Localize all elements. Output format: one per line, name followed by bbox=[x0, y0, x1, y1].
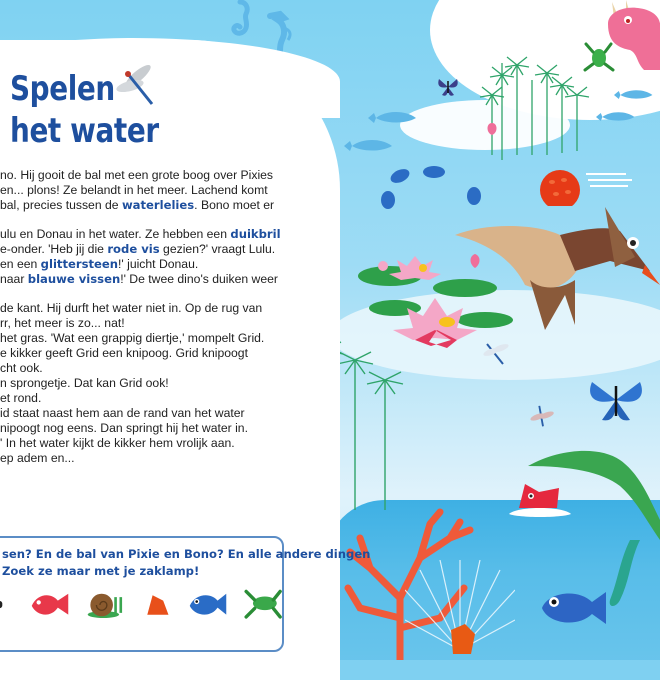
dragonfly-icon bbox=[530, 404, 556, 430]
story-line bbox=[0, 227, 330, 242]
story-line bbox=[0, 406, 330, 421]
story-paragraph bbox=[0, 301, 330, 466]
story-line bbox=[0, 346, 330, 361]
story-text-segment: no. Hij gooit de bal met een grote boog over Pixies bbox=[0, 168, 274, 182]
highlighted-keyword: waterlelies bbox=[121, 198, 195, 212]
shadow-fish-icon bbox=[368, 110, 418, 126]
frog-icon[interactable] bbox=[244, 588, 284, 622]
blue-fish-icon[interactable] bbox=[188, 588, 228, 622]
red-fish-icon[interactable] bbox=[30, 588, 70, 622]
butterfly-icon bbox=[437, 76, 459, 98]
story-line bbox=[0, 257, 330, 272]
story-text-segment: en... plons! Ze belandt in het meer. Lachend komt bbox=[0, 183, 268, 197]
glitter-stone-icon bbox=[405, 560, 515, 660]
snail-icon[interactable] bbox=[86, 588, 126, 622]
shadow-fish-icon bbox=[596, 110, 636, 124]
dragonfly-icon bbox=[110, 62, 158, 108]
story-text bbox=[0, 168, 330, 480]
story-text-segment: de kant. Hij durft het water niet in. Op de rug van bbox=[0, 301, 263, 315]
story-line bbox=[0, 361, 330, 376]
water-lilies-icon bbox=[355, 248, 520, 348]
story-line bbox=[0, 316, 330, 331]
title-line: het water bbox=[10, 111, 159, 151]
story-text-segment: en een bbox=[0, 257, 41, 271]
highlighted-keyword: rode vis bbox=[107, 242, 160, 256]
story-text-segment: bal, precies tussen de bbox=[0, 198, 122, 212]
story-line bbox=[0, 376, 330, 391]
highlighted-keyword: blauwe vissen bbox=[27, 272, 121, 286]
title-line: Spelen bbox=[10, 69, 115, 109]
story-text-segment: ' In het water kijkt de kikker hem vrolijk aan. bbox=[0, 436, 235, 450]
search-find-box bbox=[0, 536, 371, 652]
story-text-segment: id staat naast hem aan de rand van het water bbox=[0, 406, 245, 420]
papyrus-reeds-icon bbox=[462, 55, 602, 160]
story-text-segment: !' De twee dino's duiken weer bbox=[120, 272, 278, 286]
story-text-segment: ulu en Donau in het water. Ze hebben een bbox=[0, 227, 231, 241]
prompt-line: Zoek ze maar met je zaklamp! bbox=[2, 564, 200, 578]
story-text-segment: nipoogt nog eens. Dan springt hij het water in. bbox=[0, 421, 248, 435]
story-text-segment: et rond. bbox=[0, 391, 42, 405]
blue-fish-icon bbox=[538, 588, 608, 628]
seahorse-icon bbox=[222, 0, 262, 40]
story-text-segment: rr, het meer is zo... nat! bbox=[0, 316, 125, 330]
story-line bbox=[0, 272, 330, 287]
story-text-segment: e-onder. 'Heb jij die bbox=[0, 242, 108, 256]
story-paragraph bbox=[0, 227, 330, 287]
story-text-segment: naar bbox=[0, 272, 28, 286]
story-text-segment: het gras. 'Wat een grappig diertje,' mompelt Grid. bbox=[0, 331, 265, 345]
shadow-fish-icon bbox=[614, 88, 654, 102]
story-line bbox=[0, 436, 330, 451]
story-line bbox=[0, 421, 330, 436]
story-paragraph bbox=[0, 168, 330, 213]
story-text-segment: !' juicht Donau. bbox=[118, 257, 199, 271]
red-ball-icon bbox=[538, 166, 648, 206]
search-prompt bbox=[2, 546, 370, 580]
story-line bbox=[0, 198, 330, 213]
highlighted-keyword: glittersteen bbox=[40, 257, 119, 271]
story-text-segment: . Bono moet er bbox=[194, 198, 275, 212]
story-text-segment: cht ook. bbox=[0, 361, 43, 375]
story-line bbox=[0, 301, 330, 316]
story-line bbox=[0, 183, 330, 198]
story-line bbox=[0, 451, 330, 466]
goggles-icon[interactable] bbox=[0, 588, 14, 622]
prompt-line: sen? En de bal van Pixie en Bono? En alle andere dingen bbox=[2, 547, 371, 561]
blue-butterfly-icon bbox=[588, 380, 644, 422]
glitter-stone-icon[interactable] bbox=[142, 588, 172, 622]
story-line bbox=[0, 168, 330, 183]
story-text-segment: ep adem en... bbox=[0, 451, 75, 465]
story-text-segment: gezien?' vraagt Lulu. bbox=[159, 242, 276, 256]
story-text-segment: e kikker geeft Grid een knipoog. Grid knipoogt bbox=[0, 346, 248, 360]
story-line bbox=[0, 331, 330, 346]
find-items-row bbox=[2, 588, 284, 622]
story-line bbox=[0, 391, 330, 406]
highlighted-keyword: duikbril bbox=[230, 227, 281, 241]
shadow-fish-icon bbox=[344, 138, 394, 154]
story-text-segment: n sprongetje. Dat kan Grid ook! bbox=[0, 376, 169, 390]
dragonfly-icon bbox=[481, 340, 509, 368]
story-line bbox=[0, 242, 330, 257]
